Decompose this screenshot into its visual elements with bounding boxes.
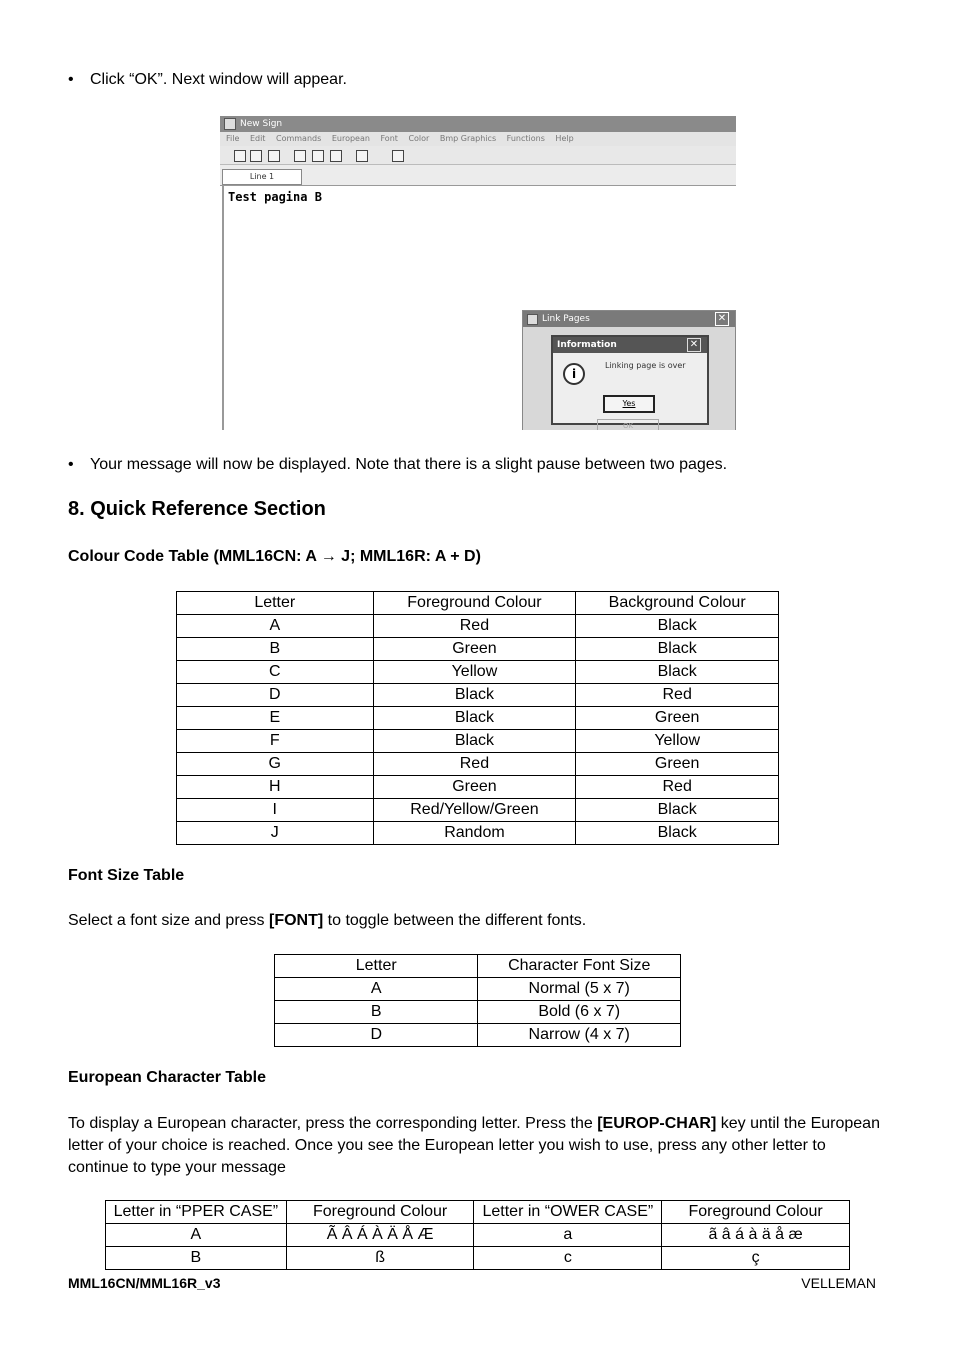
new-file-icon[interactable] [234,150,246,162]
table-cell: Red/Yellow/Green [373,799,576,822]
yes-button[interactable]: Yes [603,395,655,413]
font-table-heading: Font Size Table [68,867,185,884]
info-icon: i [563,363,585,385]
app-icon [224,118,236,130]
table-row [177,684,779,707]
menu-edit[interactable]: Edit [249,134,266,143]
open-folder-icon[interactable] [250,150,262,162]
table-row [106,1247,850,1270]
table-cell: Black [576,638,779,661]
table-cell: A [177,615,374,638]
european-table-heading: European Character Table [68,1069,266,1086]
info-close-icon[interactable]: ✕ [687,338,701,352]
table-cell: Red [576,684,779,707]
dialog-title: Link Pages [542,314,590,324]
table-row [275,1001,681,1024]
menu-file[interactable]: File [226,134,240,143]
table-cell: F [177,730,374,753]
table-cell: ß [286,1247,474,1270]
table-row [177,638,779,661]
software-screenshot [220,116,736,430]
euro-para-text-end: key until the European letter of your choice is reached. Once you see the European letter you wish to use, press any other letter to continue to type your message [68,1115,880,1176]
table-header-row [275,955,681,978]
table-row [177,615,779,638]
menu-bmp-graphics[interactable]: Bmp Graphics [439,134,497,143]
section-title: 8. Quick Reference Section [68,498,326,520]
table-cell: Bold (6 x 7) [478,1001,681,1024]
table-header-cell: Foreground Colour [373,592,576,615]
editor-text: Test pagina B [228,190,322,204]
save-icon[interactable] [268,150,280,162]
table-cell: D [177,684,374,707]
toolbar [220,146,736,165]
menu-help[interactable]: Help [555,134,574,143]
menu-european[interactable]: European [331,134,370,143]
table-cell: Black [576,799,779,822]
font-para-text: Select a font size and press [68,912,269,929]
table-header-cell: Foreground Colour [286,1201,474,1224]
menu-commands[interactable]: Commands [275,134,322,143]
menu-color[interactable]: Color [408,134,430,143]
table-header-row [177,592,779,615]
information-dialog [551,335,709,425]
table-cell: Black [576,822,779,845]
close-icon[interactable]: ✕ [715,312,729,326]
table-cell: Green [373,638,576,661]
table-cell: A [275,978,478,1001]
table-row [177,776,779,799]
table-header-cell: Background Colour [576,592,779,615]
table-row [177,822,779,845]
table-cell: Black [373,707,576,730]
footer-model: MML16CN/MML16R_v3 [68,1275,221,1291]
table-row [177,707,779,730]
table-cell: Black [576,661,779,684]
bullet-mark: • [68,71,74,88]
euro-para-text: To display a European character, press the corresponding letter. Press the [68,1115,598,1132]
table-header-cell: Letter in “OWER CASE” [474,1201,662,1224]
window-title: New Sign [240,119,283,129]
table-cell: Green [576,753,779,776]
europ-char-key: [EUROP-CHAR] [597,1115,717,1132]
table-row [275,1024,681,1047]
paste-icon[interactable] [330,150,342,162]
copy-icon[interactable] [312,150,324,162]
table-cell: Random [373,822,576,845]
table-row [106,1224,850,1247]
link-pages-titlebar [523,311,735,327]
table-cell: Black [576,615,779,638]
colour-code-table [176,591,779,845]
connect-icon[interactable] [392,150,404,162]
window-titlebar [220,116,736,132]
tab-row [220,165,736,186]
table-header-cell: Letter [275,955,478,978]
table-cell: Black [373,730,576,753]
table-cell: Normal (5 x 7) [478,978,681,1001]
table-cell: J [177,822,374,845]
bullet-mark: • [68,456,74,473]
table-header-row [106,1201,850,1224]
bullet-text: Click “OK”. Next window will appear. [90,71,347,88]
dialog-icon [527,314,538,325]
table-cell: Narrow (4 x 7) [478,1024,681,1047]
table-cell: B [177,638,374,661]
table-cell: B [106,1247,287,1270]
table-cell: D [275,1024,478,1047]
table-header-cell: Letter in “PPER CASE” [106,1201,287,1224]
bullet-text: Your message will now be displayed. Note that there is a slight pause between two pages. [90,456,728,473]
info-message: Linking page is over [605,361,686,370]
information-title: Information [553,337,707,353]
table-cell: Red [373,753,576,776]
send-icon[interactable] [356,150,368,162]
ok-button[interactable]: OK [597,419,659,430]
table-cell: a [474,1224,662,1247]
european-instructions [68,1113,888,1179]
bullet-click-ok [68,71,347,89]
font-instructions [68,910,888,932]
table-cell: ã â á à ä å æ [662,1224,850,1247]
table-cell: I [177,799,374,822]
font-key: [FONT] [269,912,324,929]
table-cell: H [177,776,374,799]
european-character-table [105,1200,850,1270]
table-cell: G [177,753,374,776]
table-cell: Green [576,707,779,730]
menu-functions[interactable]: Functions [506,134,545,143]
table-cell: Yellow [373,661,576,684]
colour-table-heading: Colour Code Table (MML16CN: A → J; MML16R: A + D) [68,548,481,565]
table-header-cell: Character Font Size [478,955,681,978]
table-row [177,661,779,684]
table-cell: Yellow [576,730,779,753]
table-row [177,799,779,822]
table-cell: Black [373,684,576,707]
font-para-text-end: to toggle between the different fonts. [323,912,587,929]
table-cell: c [474,1247,662,1270]
table-cell: ç [662,1247,850,1270]
table-header-cell: Foreground Colour [662,1201,850,1224]
table-row [177,730,779,753]
link-pages-dialog [522,310,736,430]
tab-line-1[interactable]: Line 1 [222,169,302,185]
table-row [275,978,681,1001]
table-cell: A [106,1224,287,1247]
bullet-message-displayed [68,456,727,474]
table-row [177,753,779,776]
font-size-table [274,954,681,1047]
table-cell: Green [373,776,576,799]
table-cell: Red [373,615,576,638]
table-cell: Red [576,776,779,799]
table-header-cell: Letter [177,592,374,615]
cut-icon[interactable] [294,150,306,162]
menu-bar [220,132,736,146]
table-cell: B [275,1001,478,1024]
menu-font[interactable]: Font [380,134,398,143]
table-cell: E [177,707,374,730]
table-cell: C [177,661,374,684]
table-cell: Ã Â Á À Ä Å Æ [286,1224,474,1247]
footer-brand: VELLEMAN [801,1275,876,1291]
